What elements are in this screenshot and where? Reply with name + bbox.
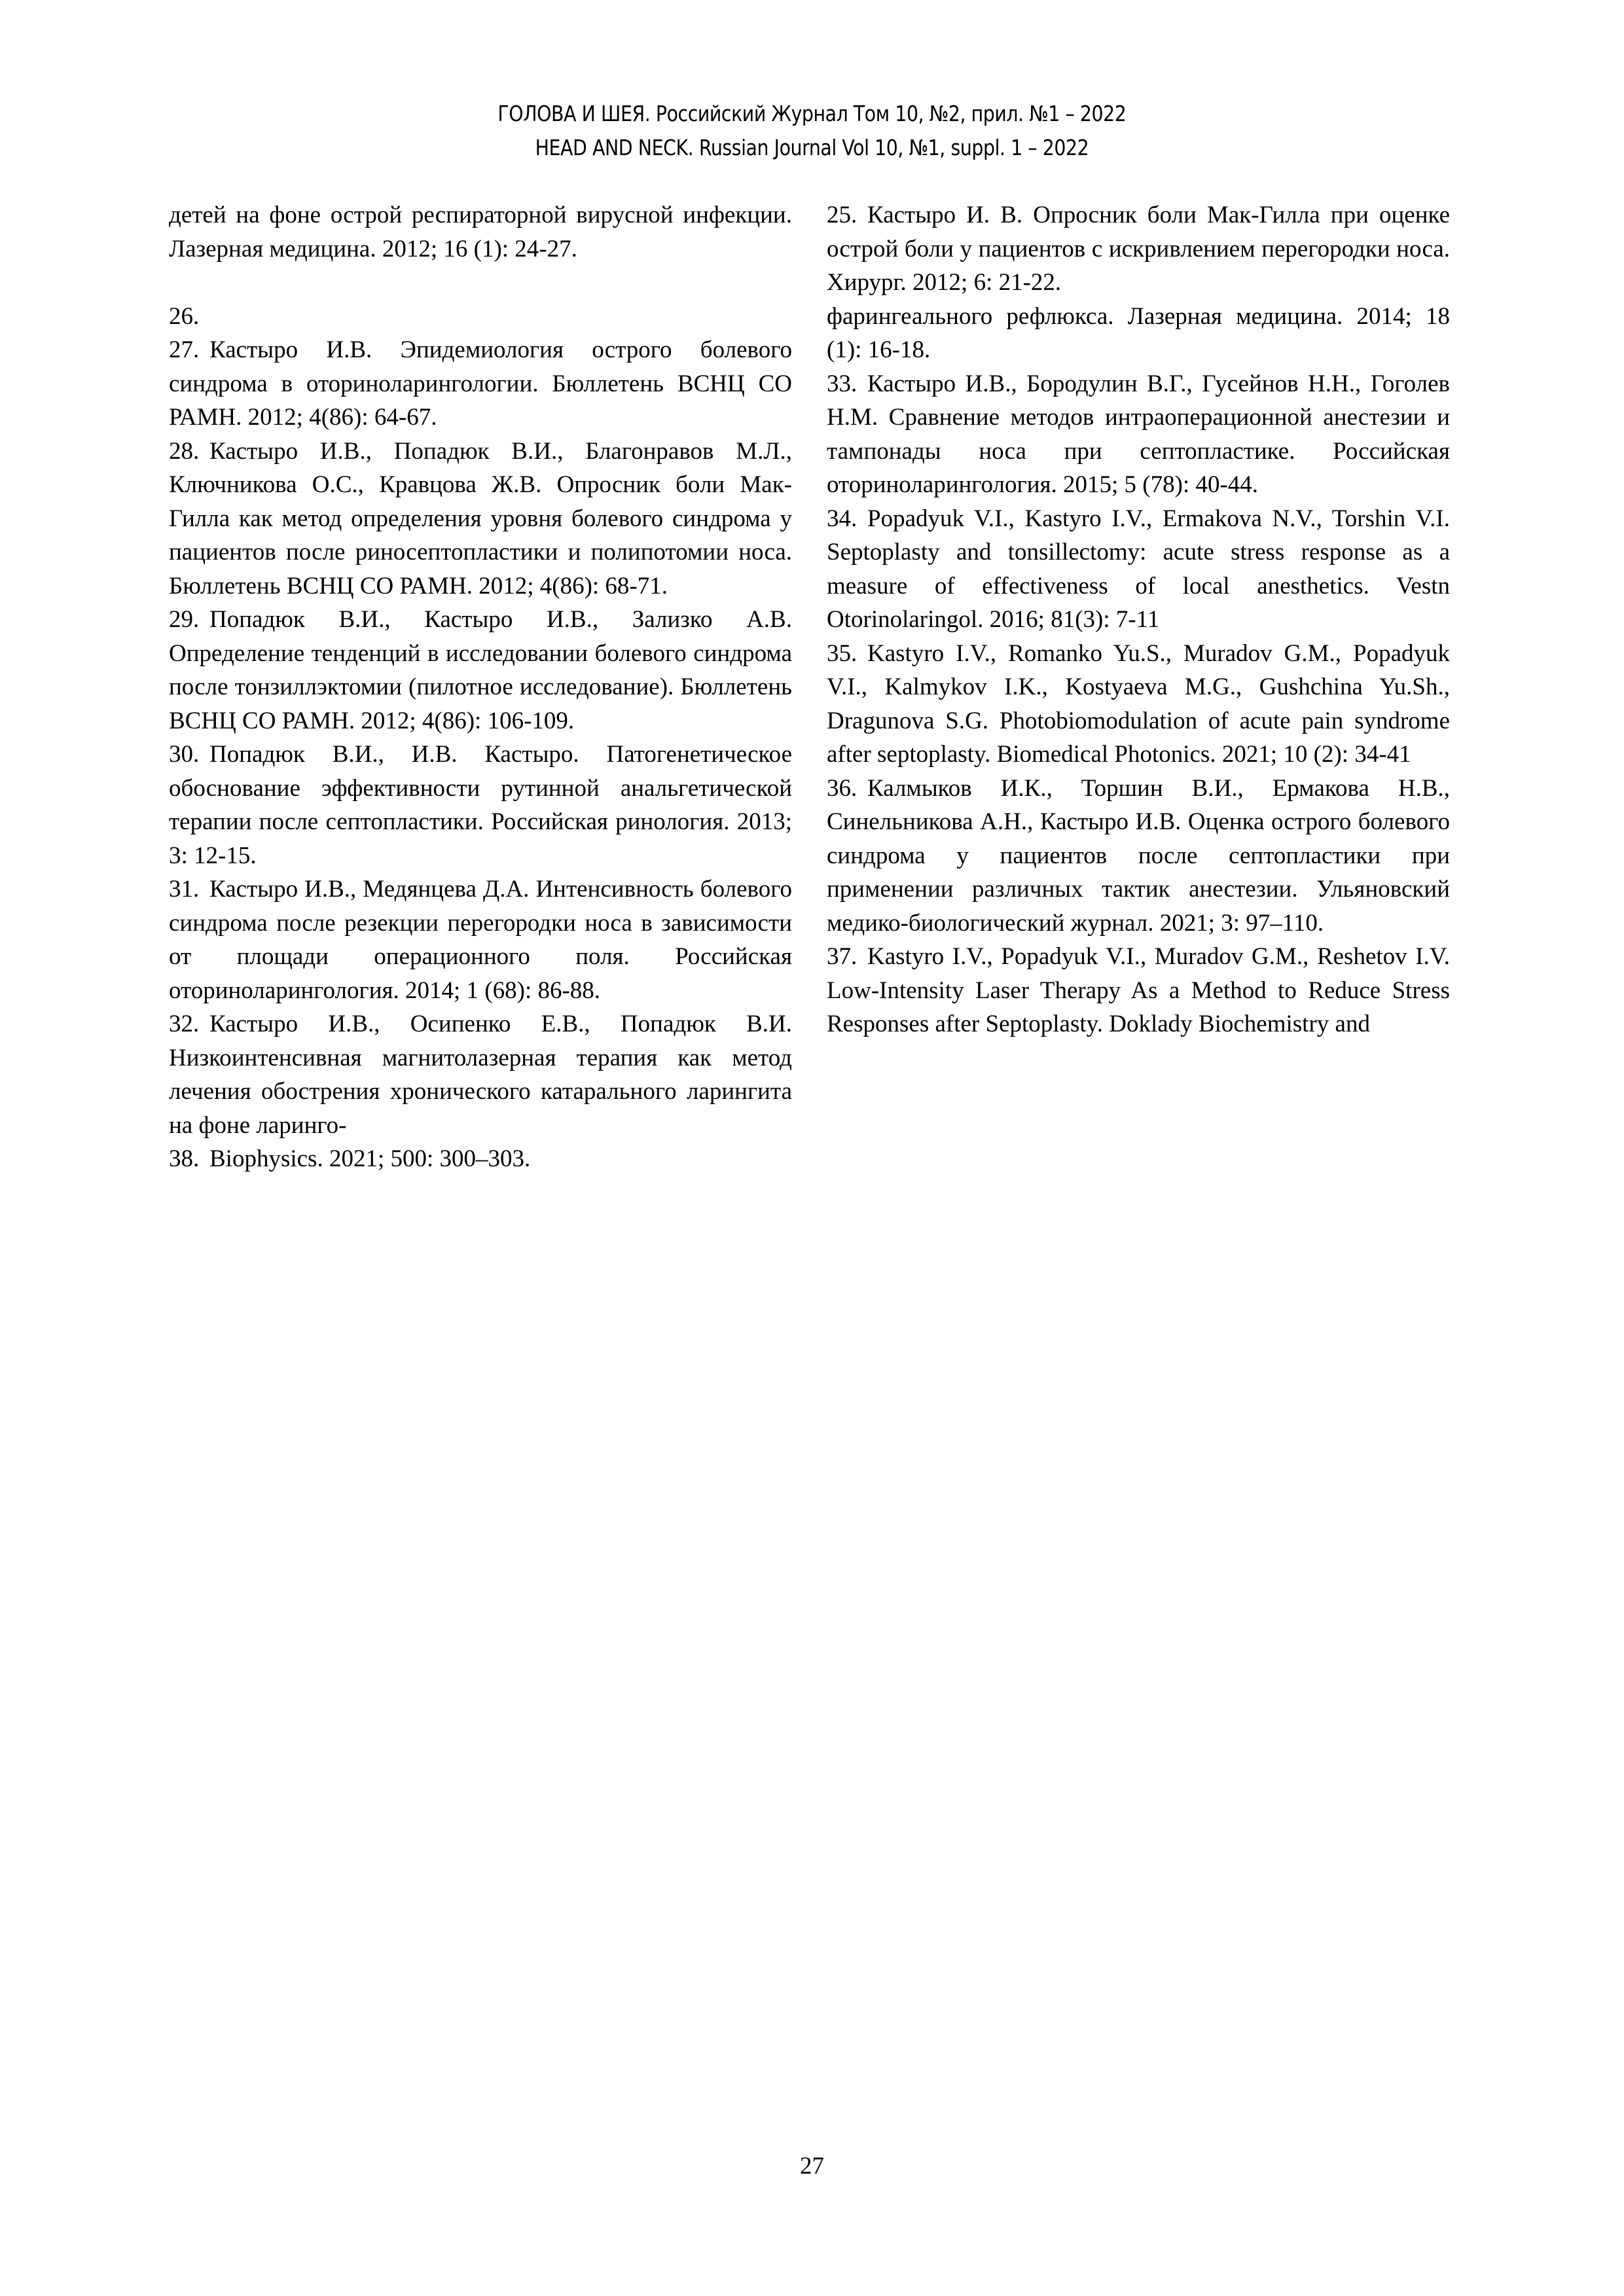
reference-number: 31. [169, 876, 200, 903]
reference-text: Кастыро И.В. Эпидемиология острого болевого синдрома в оториноларингологии. Бюллетень ВСНЦ СО РАМН. 2012; 4(86): 64-67. [169, 336, 792, 431]
reference-number: 36. [827, 774, 857, 802]
reference-number: 26. [169, 302, 200, 330]
reference-text: Biophysics. 2021; 500: 300–303. [209, 1145, 531, 1172]
reference-text: Kastyro I.V., Romanko Yu.S., Muradov G.M., Popadyuk V.I., Kalmykov I.K., Kostyaeva M.G., Gushchina Yu.Sh., Dragunova S.G. Photobiomodulation of acute pain syndrome after septoplasty. Biomedical Photonics. 2021; 10 (2): 34-41 [827, 639, 1450, 768]
reference-item [169, 738, 792, 872]
reference-item [169, 603, 792, 738]
reference-number: 34. [827, 505, 857, 532]
reference-item [827, 367, 1450, 502]
reference-number: 29. [169, 606, 200, 633]
reference-item [169, 1142, 792, 1176]
reference-text: Кастыро И.В., Осипенко Е.В., Попадюк В.И. Низкоинтенсивная магнитолазерная терапия как метод лечения обострения хронического катарального ларингита на фоне ларинго- [169, 1011, 792, 1139]
reference-item [169, 435, 792, 603]
reference-item [169, 300, 792, 334]
reference-text: Кастыро И. В. Опросник боли Мак-Гилла при оценке острой боли у пациентов с искривлением перегородки носа. Хирург. 2012; 6: 21-22. [827, 202, 1450, 296]
reference-item [827, 198, 1450, 300]
reference-text: Popadyuk V.I., Kastyro I.V., Ermakova N.V., Torshin V.I. Septoplasty and tonsillectomy: acute stress response as a measure of effectiveness of local anesthetics. Vestn Otorinolaringol. 2016; 81(3): 7-11 [827, 505, 1450, 633]
reference-text: Калмыков И.К., Торшин В.И., Ермакова Н.В., Синельникова А.Н., Кастыро И.В. Оценка острого болевого синдрома у пациентов после септопластики при применении различных тактик анестезии. Ульяновский медико-биологический журнал. 2021; 3: 97–110. [827, 774, 1450, 937]
reference-item [169, 872, 792, 1007]
reference-number: 38. [169, 1145, 200, 1172]
reference-number: 28. [169, 437, 200, 465]
reference-item [827, 940, 1450, 1041]
reference-number: 30. [169, 741, 200, 768]
reference-number: 37. [827, 943, 857, 970]
running-header-ru: ГОЛОВА И ШЕЯ. Российский Журнал Том 10, №2, прил. №1 – 2022 [497, 101, 1127, 126]
running-header-en: HEAD AND NECK. Russian Journal Vol 10, №1, suppl. 1 – 2022 [535, 135, 1089, 160]
left-column [169, 198, 792, 1176]
page-number: 27 [800, 2153, 824, 2179]
reference-item [827, 772, 1450, 941]
reference-text: Кастыро И.В., Медянцева Д.А. Интенсивность болевого синдрома после резекции перегородки носа в зависимости от площади операционного поля. Российская оториноларингология. 2014; 1 (68): 86-88. [169, 876, 792, 1004]
reference-number: 32. [169, 1011, 200, 1037]
reference-item [827, 502, 1450, 637]
reference-number: 35. [827, 639, 857, 667]
reference-item [827, 637, 1450, 772]
reference-continuation: детей на фоне острой респираторной вирусной инфекции. Лазерная медицина. 2012; 16 (1): 24-27. [169, 202, 792, 262]
reference-text: Кастыро И.В., Бородулин В.Г., Гусейнов Н.Н., Гоголев Н.М. Сравнение методов интраоперационной анестезии и тампонады носа при септопластике. Российская оториноларингология. 2015; 5 (78): 40-44. [827, 370, 1450, 498]
reference-number: 33. [827, 370, 857, 397]
reference-number: 25. [827, 202, 857, 228]
reference-text: Попадюк В.И., И.В. Кастыро. Патогенетическое обоснование эффективности рутинной анальгетической терапии после септопластики. Российская ринология. 2013; 3: 12-15. [169, 741, 792, 869]
reference-item [169, 1007, 792, 1142]
running-header [114, 97, 1511, 165]
reference-text: Kastyro I.V., Popadyuk V.I., Muradov G.M., Reshetov I.V. Low-Intensity Laser Therapy As a Method to Reduce Stress Responses after Septoplasty. Doklady Biochemistry and [827, 943, 1450, 1037]
reference-continuation: фарингеального рефлюкса. Лазерная медицина. 2014; 18 (1): 16-18. [827, 302, 1450, 363]
reference-number: 27. [169, 336, 200, 363]
blank-line [169, 266, 792, 300]
reference-item [169, 333, 792, 435]
right-column [827, 198, 1450, 1041]
reference-text: Кастыро И.В., Попадюк В.И., Благонравов М.Л., Ключникова О.С., Кравцова Ж.В. Опросник боли Мак-Гилла как метод определения уровня болевого синдрома у пациентов после риносептопластики и полипотомии носа. Бюллетень ВСНЦ СО РАМН. 2012; 4(86): 68-71. [169, 437, 792, 600]
reference-text: Попадюк В.И., Кастыро И.В., Зализко А.В. Определение тенденций в исследовании болевого синдрома после тонзиллэктомии (пилотное исследование). Бюллетень ВСНЦ СО РАМН. 2012; 4(86): 106-109. [169, 606, 792, 734]
